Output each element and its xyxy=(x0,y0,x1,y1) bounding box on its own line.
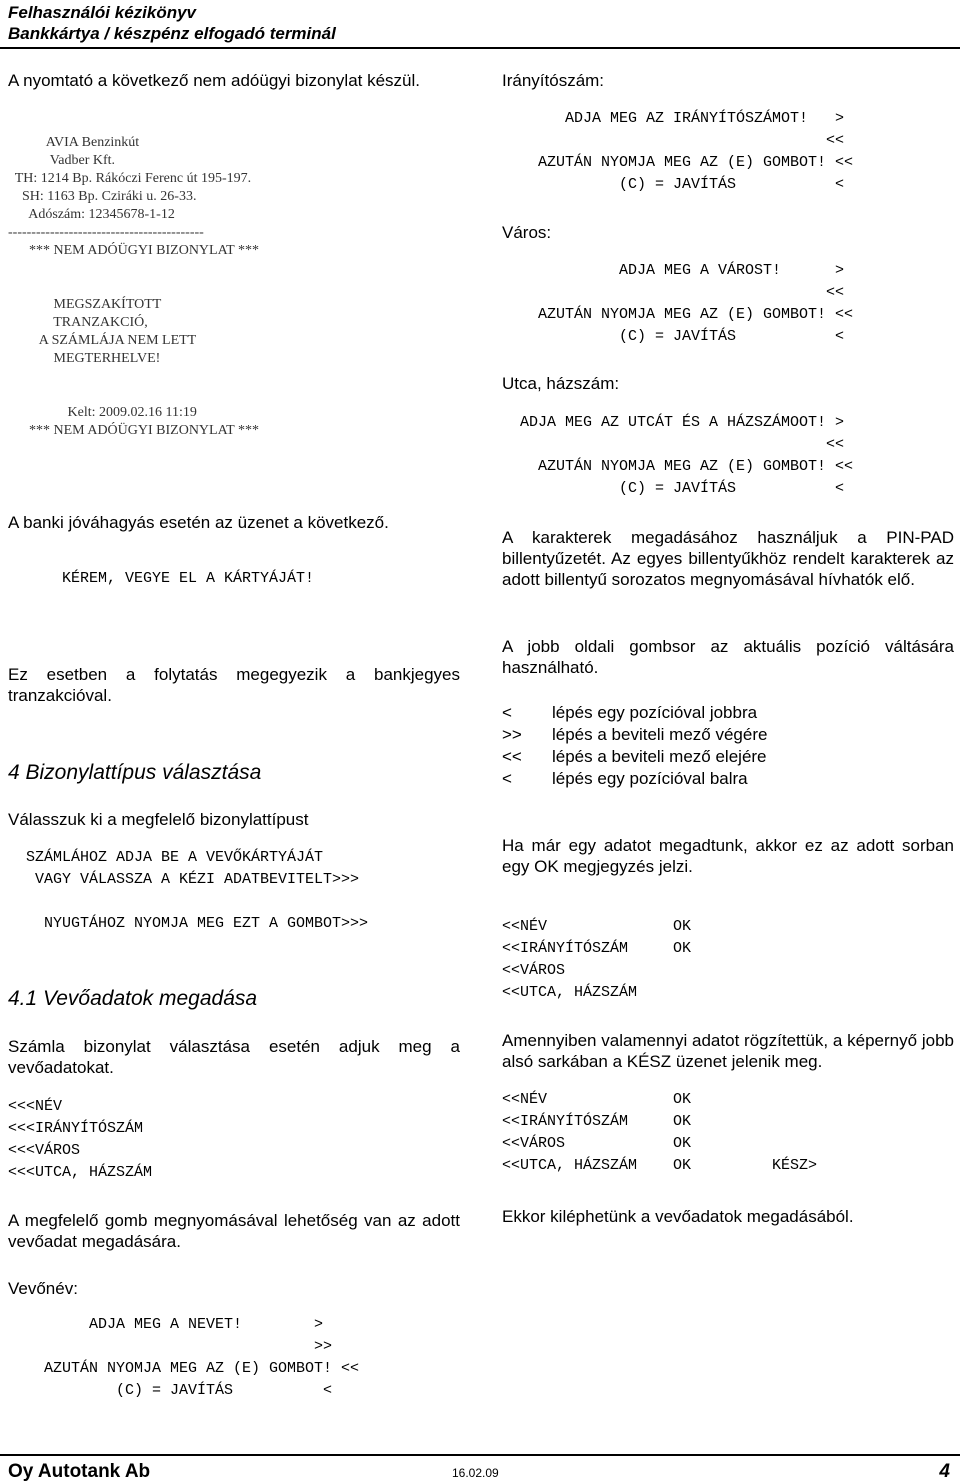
right-buttons-wrap xyxy=(502,636,954,678)
exit-text: Ekkor kiléphetünk a vevőadatok megadásából. xyxy=(502,1207,854,1226)
city-label: Város: xyxy=(502,223,552,242)
move-desc: lépés egy pozícióval balra xyxy=(552,769,748,788)
section4-title: 4 Bizonylattípus választása xyxy=(8,761,262,784)
section41-screen-text: <<<NÉV <<<IRÁNYÍTÓSZÁM <<<VÁROS <<<UTCA, HÁZSZÁM xyxy=(8,1098,153,1181)
button-text: A megfelelő gomb megnyomásával lehetőség van az adott vevőadat megadására. xyxy=(8,1211,460,1251)
move-symbol: < xyxy=(502,769,512,788)
street-screen-text: ADJA MEG AZ UTCÁT ÉS A HÁZSZÁMOOT! > << AZUTÁN NYOMJA MEG AZ (E) GOMBOT! << (C) = JAVÍTÁS < xyxy=(520,414,854,497)
footer-company: Oy Autotank Ab xyxy=(8,1461,151,1482)
street-label: Utca, házszám: xyxy=(502,374,620,393)
move-desc: lépés a beviteli mező elejére xyxy=(552,747,767,766)
header-rule xyxy=(0,47,960,49)
footer-rule xyxy=(0,1454,960,1456)
document-subtitle: Bankkártya / készpénz elfogadó terminál xyxy=(8,24,336,43)
section4-screen-text: SZÁMLÁHOZ ADJA BE A VEVŐKÁRTYÁJÁT VAGY VÁLASSZA A KÉZI ADATBEVITELT>>> NYUGTÁHOZ NYOMJA MEG EZT A GOMBOT>>> xyxy=(26,849,369,932)
section41-screen xyxy=(8,1096,460,1184)
buyer-label-wrap xyxy=(8,1278,460,1299)
zip-screen xyxy=(502,108,954,196)
pinpad-wrap xyxy=(502,527,954,590)
city-screen-text: ADJA MEG A VÁROST! > << AZUTÁN NYOMJA MEG AZ (E) GOMBOT! << (C) = JAVÍTÁS < xyxy=(538,262,854,345)
zip-label-wrap xyxy=(502,70,954,91)
done-screen-text: <<NÉV OK <<IRÁNYÍTÓSZÁM OK <<VÁROS OK <<UTCA, HÁZSZÁM OK KÉSZ> xyxy=(502,1091,818,1174)
move-symbol: < xyxy=(502,703,512,722)
bank-screen-text: KÉREM, VEGYE EL A KÁRTYÁJÁT! xyxy=(62,570,315,587)
moves-list xyxy=(502,702,954,790)
done-text: Amennyiben valamennyi adatot rögzítettük, a képernyő jobb alsó sarkában a KÉSZ üzenet jelenik meg. xyxy=(502,1031,954,1071)
ok-text: Ha már egy adatot megadtunk, akkor ez az adott sorban egy OK megjegyzés jelzi. xyxy=(502,836,954,876)
section4-text-wrap xyxy=(8,809,460,830)
buyer-screen-text: ADJA MEG A NEVET! > >> AZUTÁN NYOMJA MEG AZ (E) GOMBOT! << (C) = JAVÍTÁS < xyxy=(44,1316,360,1399)
buyer-label: Vevőnév: xyxy=(8,1279,78,1298)
buyer-screen xyxy=(8,1314,460,1402)
move-desc: lépés a beviteli mező végére xyxy=(552,725,768,744)
section4 xyxy=(8,760,460,786)
document-title: Felhasználói kézikönyv xyxy=(8,3,197,22)
bank-screen xyxy=(8,546,460,634)
city-screen xyxy=(502,260,954,348)
page-number: 4 xyxy=(939,1461,950,1482)
street-label-wrap xyxy=(502,373,954,394)
section41-title: 4.1 Vevőadatok megadása xyxy=(8,987,258,1010)
section41 xyxy=(8,986,460,1012)
intro-text: A nyomtató a következő nem adóügyi bizonylat készül. xyxy=(8,71,421,90)
button-text-wrap xyxy=(8,1210,460,1252)
move-item xyxy=(502,768,954,790)
right-buttons-text: A jobb oldali gombsor az aktuális pozíció váltására használható. xyxy=(502,637,954,677)
ok-screen-text: <<NÉV OK <<IRÁNYÍTÓSZÁM OK <<VÁROS <<UTCA, HÁZSZÁM xyxy=(502,918,692,1001)
done-text-wrap xyxy=(502,1030,954,1072)
move-desc: lépés egy pozícióval jobbra xyxy=(552,703,758,722)
receipt-text: AVIA Benzinkút Vadber Kft. TH: 1214 Bp. Rákóczi Ferenc út 195-197. SH: 1163 Bp. Cziráki u. 26-33. Adószám: 12345678-1-12 ------------------------------------------ *** NEM ADÓÜGYI BIZONYLAT *** MEGSZAKÍTOTT TRANZAKCIÓ, A SZÁMLÁJA NEM LETT MEGTERHELVE! Kelt: 2009.02.16 11:19 *** NEM ADÓÜGYI BIZONYLAT *** xyxy=(8,135,259,438)
ok-screen xyxy=(502,916,954,1004)
street-screen xyxy=(502,412,954,500)
city-label-wrap xyxy=(502,222,954,243)
move-item xyxy=(502,724,954,746)
section4-text: Válasszuk ki a megfelelő bizonylattípust xyxy=(8,810,309,829)
section4-screen xyxy=(8,847,460,935)
bank-approval-text: A banki jóváhagyás esetén az üzenet a következő. xyxy=(8,513,389,532)
section41-text: Számla bizonylat választása esetén adjuk meg a vevőadatokat. xyxy=(8,1037,460,1077)
zip-screen-text: ADJA MEG AZ IRÁNYÍTÓSZÁMOT! > << AZUTÁN NYOMJA MEG AZ (E) GOMBOT! << (C) = JAVÍTÁS < xyxy=(538,110,854,193)
continue-text: Ez esetben a folytatás megegyezik a bankjegyes tranzakcióval. xyxy=(8,665,460,705)
move-item xyxy=(502,746,954,768)
bank-section xyxy=(8,512,460,533)
move-symbol: << xyxy=(502,747,522,766)
section41-text-wrap xyxy=(8,1036,460,1078)
receipt xyxy=(8,134,460,440)
move-item xyxy=(502,702,954,724)
footer-date: 16.02.09 xyxy=(452,1466,499,1480)
left-column xyxy=(8,70,460,91)
continue-section xyxy=(8,664,460,706)
done-screen xyxy=(502,1089,954,1177)
zip-label: Irányítószám: xyxy=(502,71,605,90)
move-symbol: >> xyxy=(502,725,522,744)
pinpad-text: A karakterek megadásához használjuk a PIN-PAD billentyűzetét. Az egyes billentyűkhöz rendelt karakterek az adott billentyű sorozatos megnyomásával hívhatók elő. xyxy=(502,528,954,589)
ok-text-wrap xyxy=(502,835,954,877)
exit-text-wrap xyxy=(502,1206,954,1227)
document-header xyxy=(8,2,336,44)
